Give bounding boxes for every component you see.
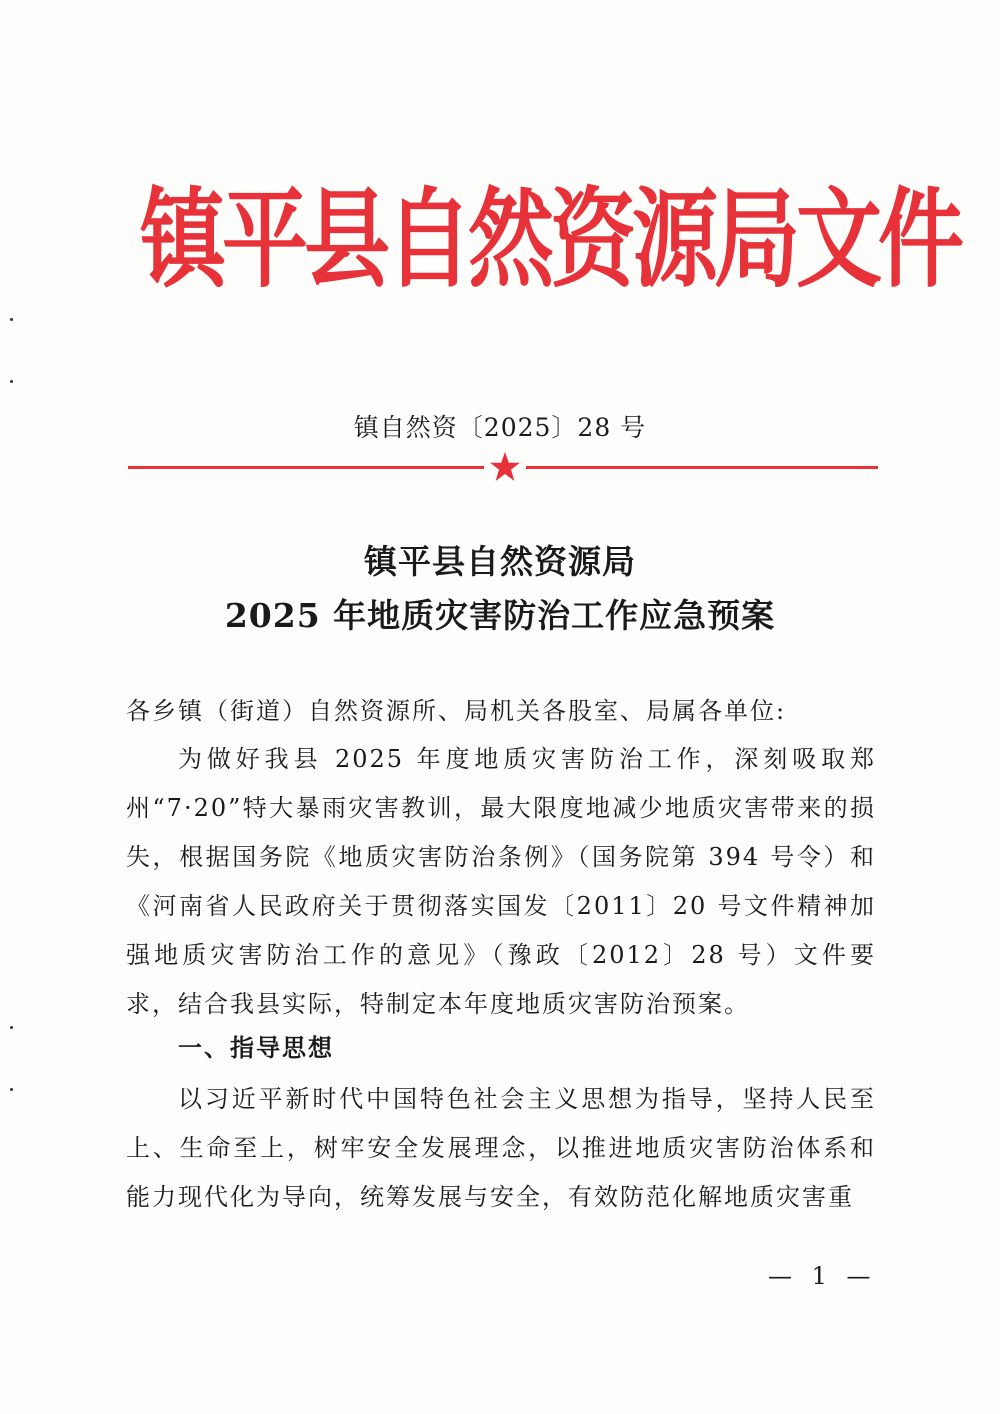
red-divider-left [128,466,484,469]
document-title-line1: 镇平县自然资源局 [364,542,636,581]
org-header-title: 镇平县自然资源局文件 [140,177,960,303]
star-icon [489,451,521,483]
scan-speck [10,380,13,383]
scan-speck [10,1026,13,1029]
salutation: 各乡镇（街道）自然资源所、局机关各股室、局属各单位: [126,697,787,725]
section-heading-guiding-ideology: 一、指导思想 [178,1034,334,1062]
document-title-line2: 2025 年地质灾害防治工作应急预案 [224,596,776,635]
document-number: 镇自然资〔2025〕28 号 [353,413,647,442]
red-divider-right [526,466,878,469]
scan-speck [10,1088,13,1091]
paragraph-guiding-ideology: 以习近平新时代中国特色社会主义思想为指导，坚持人民至上、生命至上，树牢安全发展理念，以推进地质灾害防治体系和能力现代化为导向，统筹发展与安全，有效防范化解地质灾害重 [126,1085,876,1211]
page-number: — 1 — [768,1262,877,1290]
scan-speck [10,318,13,321]
paragraph-intro: 为做好我县 2025 年度地质灾害防治工作，深刻吸取郑州“7·20”特大暴雨灾害教训，最大限度地减少地质灾害带来的损失，根据国务院《地质灾害防治条例》（国务院第 394 号令）和《河南省人民政府关于贯彻落实国发〔2011〕20 号文件精神加强地质灾害防治工作的意见》（豫政〔2012〕28 号）文件要求，结合我县实际，特制定本年度地质灾害防治预案。 [126,745,876,1018]
